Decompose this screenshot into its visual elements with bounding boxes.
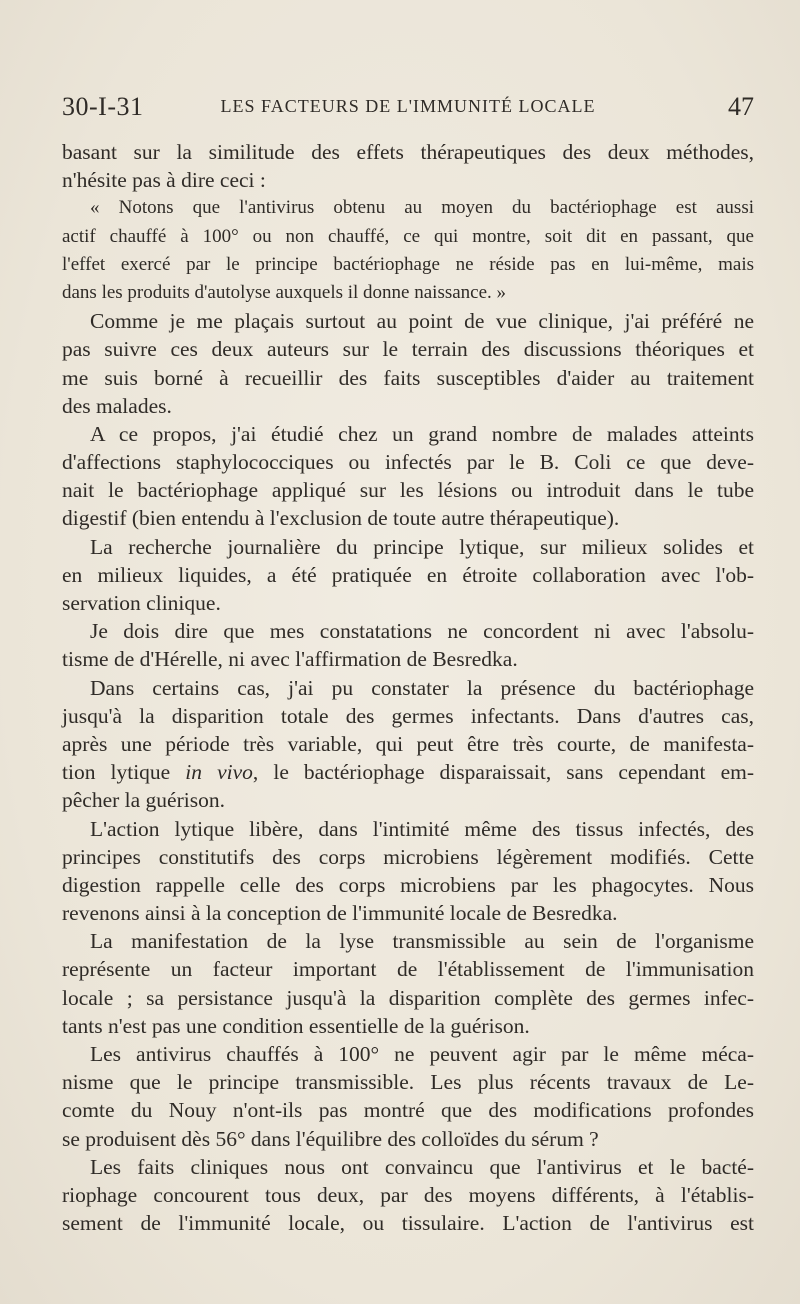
- text-line: [62, 504, 754, 532]
- text-segment: me suis borné à recueillir des faits susceptibles d'aider au traitement: [62, 365, 754, 390]
- text-line: [62, 702, 754, 730]
- text-segment: l'effet exercé par le principe bactériophage ne réside pas en lui-même, mais: [62, 253, 754, 275]
- text-segment: servation clinique.: [62, 591, 221, 615]
- text-segment: La recherche journalière du principe lytique, sur milieux solides et: [90, 534, 754, 559]
- text-line: [62, 955, 754, 983]
- text-segment: jusqu'à la disparition totale des germes infectants. Dans d'autres cas,: [62, 703, 754, 728]
- text-segment: nait le bactériophage appliqué sur les lésions ou introduit dans le tube: [62, 478, 754, 503]
- text-line: [62, 674, 754, 702]
- text-segment: des malades.: [62, 393, 172, 418]
- text-segment: n'hésite pas à dire ceci :: [62, 168, 266, 193]
- text-line: [62, 533, 754, 561]
- text-line: [62, 1209, 754, 1237]
- text-line: [62, 645, 754, 673]
- text-line: [62, 617, 754, 645]
- text-segment: Je dois dire que mes constatations ne concordent ni avec l'absolu-: [90, 619, 754, 644]
- text-line: [62, 927, 754, 955]
- text-line: [62, 589, 754, 617]
- text-segment: principes constitutifs des corps microbiens légèrement modifiés. Cette: [62, 844, 754, 869]
- text-segment: , le bactériophage disparaissait, sans cependant em-: [252, 760, 754, 785]
- text-line: [62, 1012, 754, 1040]
- italic-term: in vivo: [185, 760, 253, 785]
- text-line: [62, 1096, 754, 1124]
- text-segment: après une période très variable, qui peut être très courte, de manifesta-: [62, 731, 754, 756]
- text-segment: digestion rappelle celle des corps microbiens par les phagocytes. Nous: [62, 872, 754, 897]
- text-segment: La manifestation de la lyse transmissible au sein de l'organisme: [90, 929, 754, 954]
- text-segment: comte du Nouy n'ont-ils pas montré que des modifications profondes: [62, 1098, 754, 1123]
- text-segment: dans les produits d'autolyse auxquels il donne naissance. »: [62, 281, 507, 303]
- text-line: [62, 194, 754, 222]
- body-text: [62, 138, 754, 1237]
- text-line: [62, 251, 754, 279]
- text-segment: actif chauffé à 100° ou non chauffé, ce qui montre, soit dit en passant, que: [62, 225, 754, 247]
- text-line: [62, 1068, 754, 1096]
- chapter-title: LES FACTEURS DE L'IMMUNITÉ LOCALE: [220, 96, 596, 116]
- text-line: [62, 448, 754, 476]
- text-line: [62, 307, 754, 335]
- text-line: [62, 899, 754, 927]
- text-segment: basant sur la similitude des effets thérapeutiques des deux méthodes,: [62, 140, 754, 164]
- text-segment: tisme de d'Hérelle, ni avec l'affirmation de Besredka.: [62, 647, 518, 672]
- text-line: [62, 279, 754, 307]
- text-line: [62, 815, 754, 843]
- text-segment: représente un facteur important de l'établissement de l'immunisation: [62, 957, 754, 982]
- text-segment: « Notons que l'antivirus obtenu au moyen du bactériophage est aussi: [90, 197, 754, 219]
- text-line: [62, 843, 754, 871]
- text-segment: se produisent dès 56° dans l'équilibre des colloïdes du sérum ?: [62, 1126, 599, 1151]
- text-line: [62, 420, 754, 448]
- text-segment: sement de l'immunité locale, ou tissulaire. L'action de l'antivirus est: [62, 1211, 754, 1236]
- text-line: [62, 758, 754, 786]
- text-segment: locale ; sa persistance jusqu'à la disparition complète des germes infec-: [62, 985, 754, 1010]
- text-line: [62, 138, 754, 166]
- text-segment: Dans certains cas, j'ai pu constater la présence du bactériophage: [90, 675, 754, 700]
- text-segment: Comme je me plaçais surtout au point de vue clinique, j'ai préféré ne: [90, 309, 754, 334]
- text-segment: tants n'est pas une condition essentielle de la guérison.: [62, 1013, 530, 1038]
- page-number: 47: [728, 92, 754, 121]
- text-segment: riophage concourent tous deux, par des moyens différents, à l'établis-: [62, 1182, 754, 1207]
- text-line: [62, 223, 754, 251]
- text-segment: d'affections staphylococciques ou infectés par le B. Coli ce que deve-: [62, 450, 754, 475]
- text-line: [62, 984, 754, 1012]
- text-segment: Les faits cliniques nous ont convaincu que l'antivirus et le bacté-: [90, 1154, 754, 1179]
- text-segment: pas suivre ces deux auteurs sur le terrain des discussions théoriques et: [62, 337, 754, 362]
- text-segment: Les antivirus chauffés à 100° ne peuvent agir par le même méca-: [90, 1042, 754, 1066]
- text-segment: revenons ainsi à la conception de l'immunité locale de Besredka.: [62, 901, 618, 926]
- text-segment: en milieux liquides, a été pratiquée en étroite collaboration avec l'ob-: [62, 562, 754, 587]
- text-segment: pêcher la guérison.: [62, 788, 225, 813]
- text-line: [62, 364, 754, 392]
- text-line: [62, 730, 754, 758]
- text-line: [62, 166, 754, 194]
- text-line: [62, 1040, 754, 1068]
- text-segment: A ce propos, j'ai étudié chez un grand nombre de malades atteints: [90, 421, 754, 446]
- text-line: [62, 786, 754, 814]
- text-line: [62, 1153, 754, 1181]
- text-segment: digestif (bien entendu à l'exclusion de toute autre thérapeutique).: [62, 506, 620, 531]
- text-segment: nisme que le principe transmissible. Les plus récents travaux de Le-: [62, 1070, 754, 1095]
- text-line: [62, 335, 754, 363]
- text-segment: L'action lytique libère, dans l'intimité même des tissus infectés, des: [90, 816, 754, 841]
- date-reference: 30-I-31: [62, 92, 144, 121]
- text-line: [62, 476, 754, 504]
- text-line: [62, 392, 754, 420]
- text-line: [62, 561, 754, 589]
- text-segment: tion lytique: [62, 760, 186, 785]
- text-line: [62, 871, 754, 899]
- text-line: [62, 1181, 754, 1209]
- running-head: [62, 92, 754, 126]
- text-line: [62, 1125, 754, 1153]
